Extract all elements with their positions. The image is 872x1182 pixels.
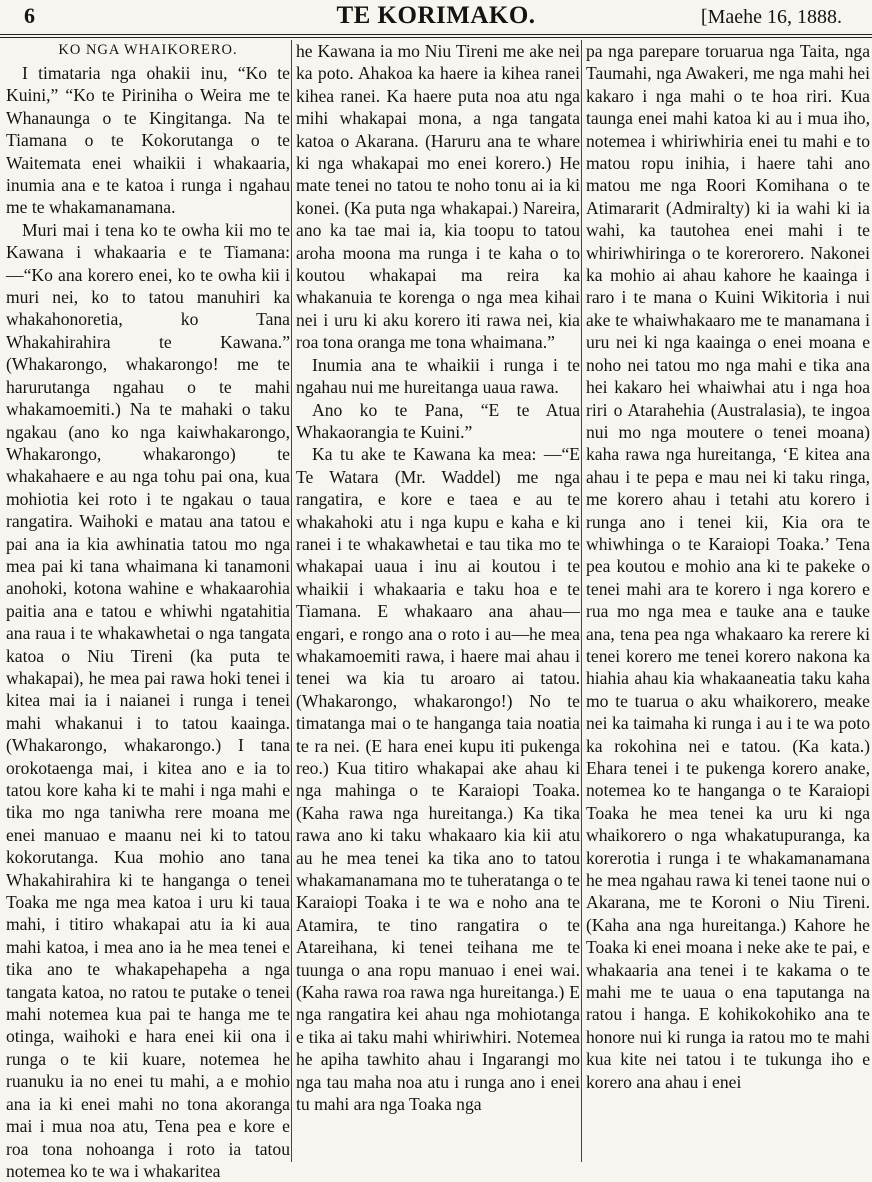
- masthead: [0, 0, 872, 38]
- column-2-paragraph-3: Ano ko te Pana, “E te Atua Whakaorangia te Kuini.”: [296, 399, 580, 442]
- column-2-paragraph-1: he Kawana ia mo Niu Tireni me ake nei ka poto. Ahakoa ka haere ia kihea ranei kihea ranei. Ka haere puta noa atu nga mihi whakapai mona, a nga tangata katoa o Akarana. (Haruru ana te whare ki nga whakapai mo enei korero.) He mate tenei no tatou te noho tonu ai ia ki konei. (Ka puta nga whakapai.) Nareira, ano ka tae mai ia, kia toopu to tatou aroha moona ma runga i te kaha o to koutou whakapai ma reira ka whakanuia te korenga o nga mea kihai nei i uru ki aku korero iti rawa nei, kia roa tona oranga me tona whaimana.”: [296, 41, 580, 353]
- column-3-paragraph-1: pa nga parepare toruarua nga Taita, nga Taumahi, nga Awakeri, me nga mahi hei kakaro i nga mahi o te hoa riri. Kua taunga enei mahi katoa ki au i mua iho, notemea i whiriwhiria enei tu mahi e to matou ropu inihia, i haere tahi ano matou me nga Roori Komihana o te Atimararit (Admiralty) ki ia wahi ki ia wahi, ka tautohea enei mahi i te whiriwhiringa o te korerorero. Nakonei ka mohio ai ahau kahore he kaainga i raro i te mana o Kuini Wikitoria i nui ake te whaiwhakaaro me te manamana i uru nei ki nga kaainga o enei moana e noho nei tatou mo nga mahi e tika ana hei kakaro hei whaiwhai atu i nga hoa riri o Atarahehia (Australasia), te ingoa nui mo nga moutere o tenei moana) kaha rawa nga hureitanga, ‘E kitea ana ahau i te pepa e mau nei ki taku ringa, me korero ahau i tetahi atu korero i runga ano i tenei kii, Kia ora te whiwhinga o te Karaiopi Toaka.’ Tena pea koutou e mohio ana ki te pakeke o tenei mahi ara te korero i nga korero e rua mo nga mea e tauke ana e tauke ana, tena pea nga whakaaro ka rerere ki tenei korero me tenei korero nakona ka hiahia ahau kia whakaaneatia taku kaha mo te tuarua o aku whaikorero, meake nei ka taimaha ki runga i au i te wa poto ka rokohina nei e tatou. (Ka kata.) Ehara tenei i te pukenga korero anake, notemea ko te hanganga o te Karaiopi Toaka he mea tenei ka uru ki nga whaikorero o nga whakatupuranga, ka korerotia i runga i te whakamanamana he mea ngahau rawa ki tenei taone nui o Akarana, me te Koroni o Niu Tireni. (Kaha ana nga hureitanga.) Kahore he Toaka ki enei moana i neke ake te pai, e whakaaria ana tenei i te kakama o te mahi me te uaua o ena taputanga na ratou i hanga. E kohikokohiko ana te honore nui ki runga ia ratou mo te mahi kua kite nei tatou i te tukunga iho e korero ana ahau i enei: [586, 41, 870, 1092]
- column-2-paragraph-4: Ka tu ake te Kawana ka mea: —“E Te Watara (Mr. Waddel) me nga rangatira, e kore e taea e au te whakahoki atu i nga kupu e kaha e ki ranei i te whakawhetai e tau tika mo te whakapai uaua i inu ai koutou i te whaikii i whakaaria e taku hoa e te Tiamana. E whakaaro ana ahau—engari, e rongo ana o roto i au—he mea whakamoemiti rawa, i haere mai ahau i tenei wa kia tu aroaro ai tatou. (Whakarongo, whakarongo!) No te timatanga mai o te hanganga taia noatia te ra nei. (E hara enei kupu iti pukenga reo.) Kua titiro whakapai ake ahau ki nga mahinga o te Karaiopi Toaka. (Kaha rawa nga hureitanga.) Ka tika rawa ano ki taku whakaaro kia kii atu au he mea tenei ka tika ano to tatou whakamanamana mo te tuheratanga o te Karaiopi Toaka i te wa e noho ana te Atamira, te tino rangatira o te Atareihana, ki tenei teihana me te tuunga o ana ropu manuao i enei wai. (Kaha rawa roa rawa nga hureitanga.) E nga rangatira kei ahau nga mohiotanga e tika ai taku mahi whiriwhiri. Notemea he apiha tawhito ahau i Ingarangi mo nga tau maha noa atu i runga ano i enei tu mahi ara nga Toaka nga: [296, 444, 580, 1115]
- column-divider-1: [291, 40, 292, 1162]
- page-number: 6: [24, 3, 35, 28]
- column-1-paragraph-1: I timataria nga ohakii inu, “Ko te Kuini,” “Ko te Piriniha o Weira me te Whanaunga o te Kingitanga. Na te Tiamana o te Kokorutanga o te Waitemata enei whaikii i whakaaria, inumia ana e te katoa i runga i ngahau me te whakamanamana.: [6, 63, 290, 218]
- column-1: [6, 40, 290, 1181]
- column-3: [586, 40, 870, 1162]
- masthead-double-rule: [0, 34, 872, 38]
- column-2: [296, 40, 580, 1162]
- column-2-paragraph-2: Inumia ana te whaikii i runga i te ngahau nui me hureitanga uaua rawa.: [296, 354, 580, 398]
- newspaper-title: TE KORIMAKO.: [336, 2, 536, 29]
- column-divider-2: [581, 40, 582, 1162]
- article-heading: KO NGA WHAIKORERO.: [58, 42, 238, 58]
- column-1-paragraph-2: Muri mai i tena ko te owha kii mo te Kawana i whakaaria e te Tiamana:—“Ko ana korero enei, ko te owha kii i muri nei, ko to tatou manuhiri ka whakahonoretia, ko Tana Whakahirahira te Kawana.” (Whakarongo, whakarongo! me te harurutanga ngahau o te mahi whakamoemiti.) Na te mahaki o taku ngakau (ano ko nga kaiwhakarongo, Whakarongo, whakarongo) te whakahaere e au nga tohu pai ona, kua mohiotia kei roto i te ngakau o taua rangatira. Waihoki e matau ana tatou e pai ana ia kia awhinatia tatou mo nga mea pai ki tana whaimana ki tanamoni anohoki, kotona wahine e whakaarohia paitia ana e tatou e whiwhi ngatahitia ana raua i te whakawhetai o nga tangata katoa o Niu Tireni (ka puta te whakapai), he mea pai rawa hoki tenei i kitea mai ia i naianei i runga i tenei mahi whakanui i to tatou kaainga. (Whakarongo, whakarongo.) I tana orokotaenga mai, i kitea ano e ia to tatou kore kaha ki te mahi i nga mahi e tika mo nga taniwha rere moana me enei manuao e maanu nei ki to tatou kokorutanga. Kua mohio ano tana Whakahirahira ki te hanganga o tenei Toaka me nga mea katoa i uru ki taua mahi, i titiro whakapai atu ia ki aua mahi katoa, i mea ano ia he mea tenei e tika ano te whakapehapeha a nga tangata katoa, no ratou te putake o tenei mahi notemea kua pai te hanga me te otinga, waihoki e hara enei kii ona i runga o te kii kuare, notemea he ruanuku ia no enei tu mahi, a e mohio ana ia ki enei mahi no tona akoranga mai i mua noa atu, Tena pea e kore e roa tona nohoanga i roto ia tatou notemea ko te wa i whakaritea: [6, 219, 290, 1181]
- issue-date: [Maehe 16, 1888.: [700, 6, 842, 28]
